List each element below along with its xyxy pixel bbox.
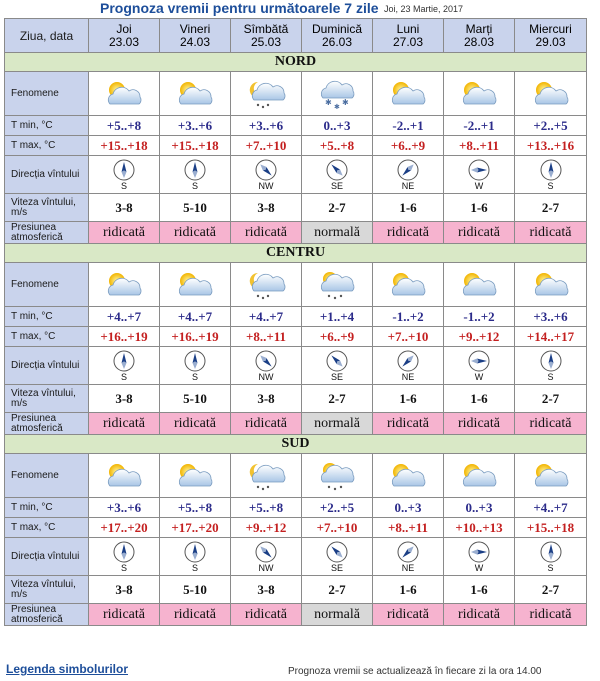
wind-direction <box>444 541 514 573</box>
day-date: 29.03 <box>535 34 566 49</box>
wind-speed-value: 2-7 <box>515 194 587 222</box>
wind-direction-cell <box>89 538 160 576</box>
tmin-label: T min, °C <box>5 116 89 136</box>
day-header <box>302 19 373 53</box>
pressure-value: ridicată <box>160 604 231 626</box>
compass-arrow-icon <box>255 541 277 563</box>
day-name: Marți <box>465 21 493 36</box>
sun-cloud-icon <box>89 460 159 492</box>
pressure-value: ridicată <box>231 222 302 244</box>
tmax-label: T max, °C <box>5 136 89 156</box>
wind-direction-text: S <box>191 562 198 573</box>
tmin-value: +3..+6 <box>515 307 587 327</box>
weather-cell <box>231 72 302 116</box>
tmin-value: +3..+6 <box>160 116 231 136</box>
day-header <box>373 19 444 53</box>
wind-direction-text: S <box>191 180 198 191</box>
weather-cell <box>515 454 587 498</box>
region-name: NORD <box>5 53 587 72</box>
wind-direction-cell <box>231 156 302 194</box>
sun-cloud-icon <box>515 460 586 492</box>
tmax-value: +13..+16 <box>515 136 587 156</box>
compass-arrow-icon <box>540 159 562 181</box>
tmax-value: +7..+10 <box>231 136 302 156</box>
tmax-value: +14..+17 <box>515 327 587 347</box>
wind-direction-text: NE <box>401 180 415 191</box>
phenomena-row <box>5 454 587 498</box>
tmin-label: T min, °C <box>5 307 89 327</box>
pressure-label: Presiunea atmosferică <box>5 413 89 435</box>
tmin-value: +3..+6 <box>89 498 160 518</box>
wind-direction-text: NE <box>401 562 415 573</box>
weather-cell <box>302 72 373 116</box>
day-name: Luni <box>396 21 420 36</box>
weather-cell <box>444 454 515 498</box>
day-header <box>444 19 515 53</box>
compass-arrow-icon <box>540 541 562 563</box>
wind-direction-row <box>5 347 587 385</box>
wind-direction-cell <box>302 347 373 385</box>
wind-speed-label: Viteza vîntului, m/s <box>5 576 89 604</box>
wind-direction-cell <box>444 538 515 576</box>
wind-direction-cell <box>160 538 231 576</box>
wind-direction-cell <box>89 347 160 385</box>
pressure-value: ridicată <box>444 604 515 626</box>
wind-direction-cell <box>373 156 444 194</box>
phenomena-label: Fenomene <box>5 263 89 307</box>
tmax-value: +17..+20 <box>160 518 231 538</box>
compass-arrow-icon <box>468 350 490 372</box>
sun-cloud-icon <box>160 269 230 301</box>
tmax-label: T max, °C <box>5 327 89 347</box>
wind-speed-row <box>5 194 587 222</box>
weather-cell <box>302 454 373 498</box>
wind-direction <box>302 350 372 382</box>
tmax-value: +10..+13 <box>444 518 515 538</box>
pressure-value: normală <box>302 604 373 626</box>
tmax-value: +15..+18 <box>89 136 160 156</box>
sun-cloud-icon <box>444 78 514 110</box>
tmin-value: +4..+7 <box>231 307 302 327</box>
weather-cell <box>444 72 515 116</box>
wind-direction <box>89 350 159 382</box>
sun-cloud-icon <box>160 78 230 110</box>
wind-speed-value: 3-8 <box>89 194 160 222</box>
tmax-value: +6..+9 <box>373 136 444 156</box>
wind-direction-text: S <box>547 371 554 382</box>
wind-direction-cell <box>302 156 373 194</box>
wind-direction-text: S <box>547 180 554 191</box>
compass-arrow-icon <box>113 159 135 181</box>
wind-speed-value: 2-7 <box>515 576 587 604</box>
wind-direction <box>89 541 159 573</box>
pressure-row <box>5 413 587 435</box>
wind-speed-label: Viteza vîntului, m/s <box>5 194 89 222</box>
weather-cell <box>515 72 587 116</box>
pressure-row <box>5 604 587 626</box>
pressure-value: ridicată <box>515 222 587 244</box>
svg-text:✱: ✱ <box>334 102 340 110</box>
tmax-value: +16..+19 <box>160 327 231 347</box>
sun-cloud-icon <box>89 269 159 301</box>
tmin-value: +4..+7 <box>515 498 587 518</box>
pressure-value: ridicată <box>160 222 231 244</box>
weather-cell <box>373 72 444 116</box>
phenomena-label: Fenomene <box>5 454 89 498</box>
wind-direction-cell <box>515 347 587 385</box>
weather-cell <box>515 263 587 307</box>
tmin-row <box>5 498 587 518</box>
update-note: Prognoza vremii se actualizează în fiecare zi la ora 14.00 <box>288 666 542 677</box>
wind-direction-text: S <box>120 562 127 573</box>
moon-cloud-rain-icon <box>231 269 301 301</box>
weather-cell <box>89 263 160 307</box>
tmin-value: -1..+2 <box>444 307 515 327</box>
pressure-value: normală <box>302 413 373 435</box>
sun-cloud-rain-icon <box>302 269 372 301</box>
sun-cloud-icon <box>373 78 443 110</box>
tmin-row <box>5 307 587 327</box>
wind-direction-text: S <box>120 371 127 382</box>
pressure-row <box>5 222 587 244</box>
weather-cell <box>160 454 231 498</box>
day-date: 25.03 <box>250 34 282 49</box>
tmax-value: +8..+11 <box>444 136 515 156</box>
compass-arrow-icon <box>540 350 562 372</box>
moon-cloud-rain-icon <box>231 78 301 110</box>
day-name: Joi <box>116 21 132 36</box>
wind-direction-cell <box>231 538 302 576</box>
wind-direction-cell <box>373 347 444 385</box>
pressure-value: ridicată <box>373 222 444 244</box>
wind-direction-cell <box>302 538 373 576</box>
compass-arrow-icon <box>397 350 419 372</box>
compass-arrow-icon <box>326 541 348 563</box>
wind-direction <box>89 159 159 191</box>
phenomena-row <box>5 263 587 307</box>
tmax-value: +17..+20 <box>89 518 160 538</box>
region-name: SUD <box>5 435 587 454</box>
tmin-value: +1..+4 <box>302 307 373 327</box>
wind-direction-cell <box>515 156 587 194</box>
day-header <box>231 19 302 53</box>
compass-arrow-icon <box>468 159 490 181</box>
phenomena-label: Fenomene <box>5 72 89 116</box>
pressure-value: ridicată <box>373 413 444 435</box>
tmax-value: +8..+11 <box>373 518 444 538</box>
legend-link[interactable]: Legenda simbolurilor <box>6 662 129 676</box>
sun-cloud-icon <box>89 78 159 110</box>
wind-speed-value: 3-8 <box>231 576 302 604</box>
wind-speed-value: 1-6 <box>373 385 444 413</box>
wind-direction <box>231 541 301 573</box>
phenomena-row <box>5 72 587 116</box>
wind-direction <box>231 159 301 191</box>
wind-speed-value: 1-6 <box>444 194 515 222</box>
tmax-value: +7..+10 <box>302 518 373 538</box>
tmax-value: +15..+18 <box>515 518 587 538</box>
tmin-value: +2..+5 <box>302 498 373 518</box>
pressure-value: ridicată <box>444 413 515 435</box>
weather-cell <box>231 454 302 498</box>
weather-cell <box>373 454 444 498</box>
tmax-value: +15..+18 <box>160 136 231 156</box>
tmin-value: +5..+8 <box>89 116 160 136</box>
day-date: 26.03 <box>321 34 353 49</box>
wind-speed-value: 3-8 <box>89 385 160 413</box>
compass-arrow-icon <box>255 350 277 372</box>
compass-arrow-icon <box>184 159 206 181</box>
compass-arrow-icon <box>184 350 206 372</box>
region-name: CENTRU <box>5 244 587 263</box>
wind-speed-row <box>5 385 587 413</box>
wind-direction-cell <box>373 538 444 576</box>
tmin-value: +4..+7 <box>160 307 231 327</box>
wind-direction-cell <box>89 156 160 194</box>
wind-speed-row <box>5 576 587 604</box>
svg-text:✱: ✱ <box>342 97 349 107</box>
tmax-value: +9..+12 <box>231 518 302 538</box>
pressure-value: normală <box>302 222 373 244</box>
tmax-row <box>5 518 587 538</box>
tmin-value: 0..+3 <box>444 498 515 518</box>
day-date: 28.03 <box>463 34 495 49</box>
day-header <box>89 19 160 53</box>
corner-label: Ziua, data <box>5 19 89 53</box>
tmax-value: +9..+12 <box>444 327 515 347</box>
sun-cloud-icon <box>373 269 443 301</box>
wind-speed-value: 1-6 <box>373 194 444 222</box>
compass-arrow-icon <box>255 159 277 181</box>
tmin-value: +2..+5 <box>515 116 587 136</box>
page-title: Prognoza vremii pentru următoarele 7 zile <box>100 0 379 16</box>
wind-direction-text: NE <box>401 371 415 382</box>
day-name: Vineri <box>179 21 211 36</box>
wind-direction-text: SE <box>330 371 343 382</box>
wind-direction <box>160 541 230 573</box>
wind-speed-value: 2-7 <box>515 385 587 413</box>
wind-speed-value: 5-10 <box>160 194 231 222</box>
sun-cloud-icon <box>444 460 514 492</box>
wind-direction <box>373 159 443 191</box>
sun-cloud-icon <box>160 460 230 492</box>
tmin-value: -1..+2 <box>373 307 444 327</box>
tmin-value: 0..+3 <box>373 498 444 518</box>
wind-direction-text: W <box>474 371 484 382</box>
wind-direction-cell <box>160 156 231 194</box>
day-name: Sîmbătă <box>243 21 289 36</box>
tmin-value: +4..+7 <box>89 307 160 327</box>
weather-cell <box>160 72 231 116</box>
wind-direction <box>444 159 514 191</box>
wind-direction <box>302 159 372 191</box>
sun-cloud-icon <box>373 460 443 492</box>
day-header <box>160 19 231 53</box>
pressure-value: ridicată <box>231 604 302 626</box>
days-header-row <box>5 19 587 53</box>
compass-arrow-icon <box>397 159 419 181</box>
wind-direction-text: NW <box>258 371 274 382</box>
wind-direction <box>373 541 443 573</box>
wind-direction <box>160 159 230 191</box>
compass-arrow-icon <box>397 541 419 563</box>
wind-direction-cell <box>444 156 515 194</box>
wind-direction-text: SE <box>330 562 343 573</box>
pressure-value: ridicată <box>515 604 587 626</box>
wind-direction <box>302 541 372 573</box>
wind-direction <box>160 350 230 382</box>
wind-speed-value: 3-8 <box>231 194 302 222</box>
forecast-date: Joi, 23 Martie, 2017 <box>384 4 464 14</box>
wind-direction-text: S <box>547 562 554 573</box>
wind-speed-value: 1-6 <box>373 576 444 604</box>
wind-direction <box>515 541 586 573</box>
wind-direction-text: SE <box>330 180 343 191</box>
wind-direction-label: Direcția vîntului <box>5 538 89 576</box>
pressure-value: ridicată <box>89 222 160 244</box>
tmin-value: -2..+1 <box>444 116 515 136</box>
wind-speed-value: 2-7 <box>302 385 373 413</box>
day-date: 27.03 <box>392 34 424 49</box>
day-header <box>515 19 587 53</box>
pressure-label: Presiunea atmosferică <box>5 222 89 244</box>
wind-direction-row <box>5 538 587 576</box>
wind-direction <box>515 159 586 191</box>
wind-direction-text: NW <box>258 180 274 191</box>
title-bar <box>0 0 600 20</box>
moon-cloud-rain-icon <box>231 460 301 492</box>
wind-direction-text: W <box>474 562 484 573</box>
tmax-value: +5..+8 <box>302 136 373 156</box>
pressure-value: ridicată <box>89 413 160 435</box>
wind-direction-label: Direcția vîntului <box>5 156 89 194</box>
weather-cell <box>444 263 515 307</box>
compass-arrow-icon <box>184 541 206 563</box>
weather-cell <box>89 72 160 116</box>
wind-speed-value: 1-6 <box>444 576 515 604</box>
pressure-value: ridicată <box>89 604 160 626</box>
region-header-row <box>5 244 587 263</box>
region-header-row <box>5 53 587 72</box>
tmax-label: T max, °C <box>5 518 89 538</box>
wind-direction <box>444 350 514 382</box>
weather-cell <box>89 454 160 498</box>
wind-speed-value: 3-8 <box>231 385 302 413</box>
sun-cloud-icon <box>515 269 586 301</box>
svg-text:✱: ✱ <box>325 97 332 107</box>
weather-cell <box>373 263 444 307</box>
wind-speed-value: 2-7 <box>302 576 373 604</box>
wind-direction-text: W <box>474 180 484 191</box>
day-name: Miercuri <box>529 21 572 36</box>
compass-arrow-icon <box>326 350 348 372</box>
wind-direction <box>231 350 301 382</box>
tmax-value: +7..+10 <box>373 327 444 347</box>
compass-arrow-icon <box>468 541 490 563</box>
pressure-value: ridicată <box>373 604 444 626</box>
day-date: 23.03 <box>108 34 140 49</box>
wind-direction-row <box>5 156 587 194</box>
wind-direction-label: Direcția vîntului <box>5 347 89 385</box>
wind-direction-cell <box>515 538 587 576</box>
sun-cloud-icon <box>515 78 586 110</box>
wind-direction-cell <box>231 347 302 385</box>
pressure-label: Presiunea atmosferică <box>5 604 89 626</box>
wind-speed-value: 3-8 <box>89 576 160 604</box>
day-date: 24.03 <box>179 34 211 49</box>
wind-speed-value: 1-6 <box>444 385 515 413</box>
wind-direction-cell <box>160 347 231 385</box>
compass-arrow-icon <box>113 541 135 563</box>
wind-direction-text: NW <box>258 562 274 573</box>
wind-direction <box>373 350 443 382</box>
tmin-value: 0..+3 <box>302 116 373 136</box>
weather-cell <box>302 263 373 307</box>
tmin-value: +5..+8 <box>231 498 302 518</box>
tmin-label: T min, °C <box>5 498 89 518</box>
wind-speed-value: 5-10 <box>160 576 231 604</box>
weather-cell <box>160 263 231 307</box>
compass-arrow-icon <box>113 350 135 372</box>
cloud-snow-icon <box>302 78 372 110</box>
wind-speed-value: 2-7 <box>302 194 373 222</box>
wind-direction <box>515 350 586 382</box>
wind-direction-text: S <box>120 180 127 191</box>
tmax-row <box>5 327 587 347</box>
tmax-value: +16..+19 <box>89 327 160 347</box>
pressure-value: ridicată <box>444 222 515 244</box>
tmin-value: +5..+8 <box>160 498 231 518</box>
sun-cloud-rain-icon <box>302 460 372 492</box>
pressure-value: ridicată <box>160 413 231 435</box>
forecast-table <box>4 18 587 626</box>
region-header-row <box>5 435 587 454</box>
wind-speed-label: Viteza vîntului, m/s <box>5 385 89 413</box>
tmin-row <box>5 116 587 136</box>
wind-speed-value: 5-10 <box>160 385 231 413</box>
tmin-value: -2..+1 <box>373 116 444 136</box>
tmin-value: +3..+6 <box>231 116 302 136</box>
sun-cloud-icon <box>444 269 514 301</box>
tmax-row <box>5 136 587 156</box>
wind-direction-text: S <box>191 371 198 382</box>
wind-direction-cell <box>444 347 515 385</box>
pressure-value: ridicată <box>515 413 587 435</box>
compass-arrow-icon <box>326 159 348 181</box>
tmax-value: +6..+9 <box>302 327 373 347</box>
day-name: Duminică <box>311 21 362 36</box>
pressure-value: ridicată <box>231 413 302 435</box>
tmax-value: +8..+11 <box>231 327 302 347</box>
weather-cell <box>231 263 302 307</box>
